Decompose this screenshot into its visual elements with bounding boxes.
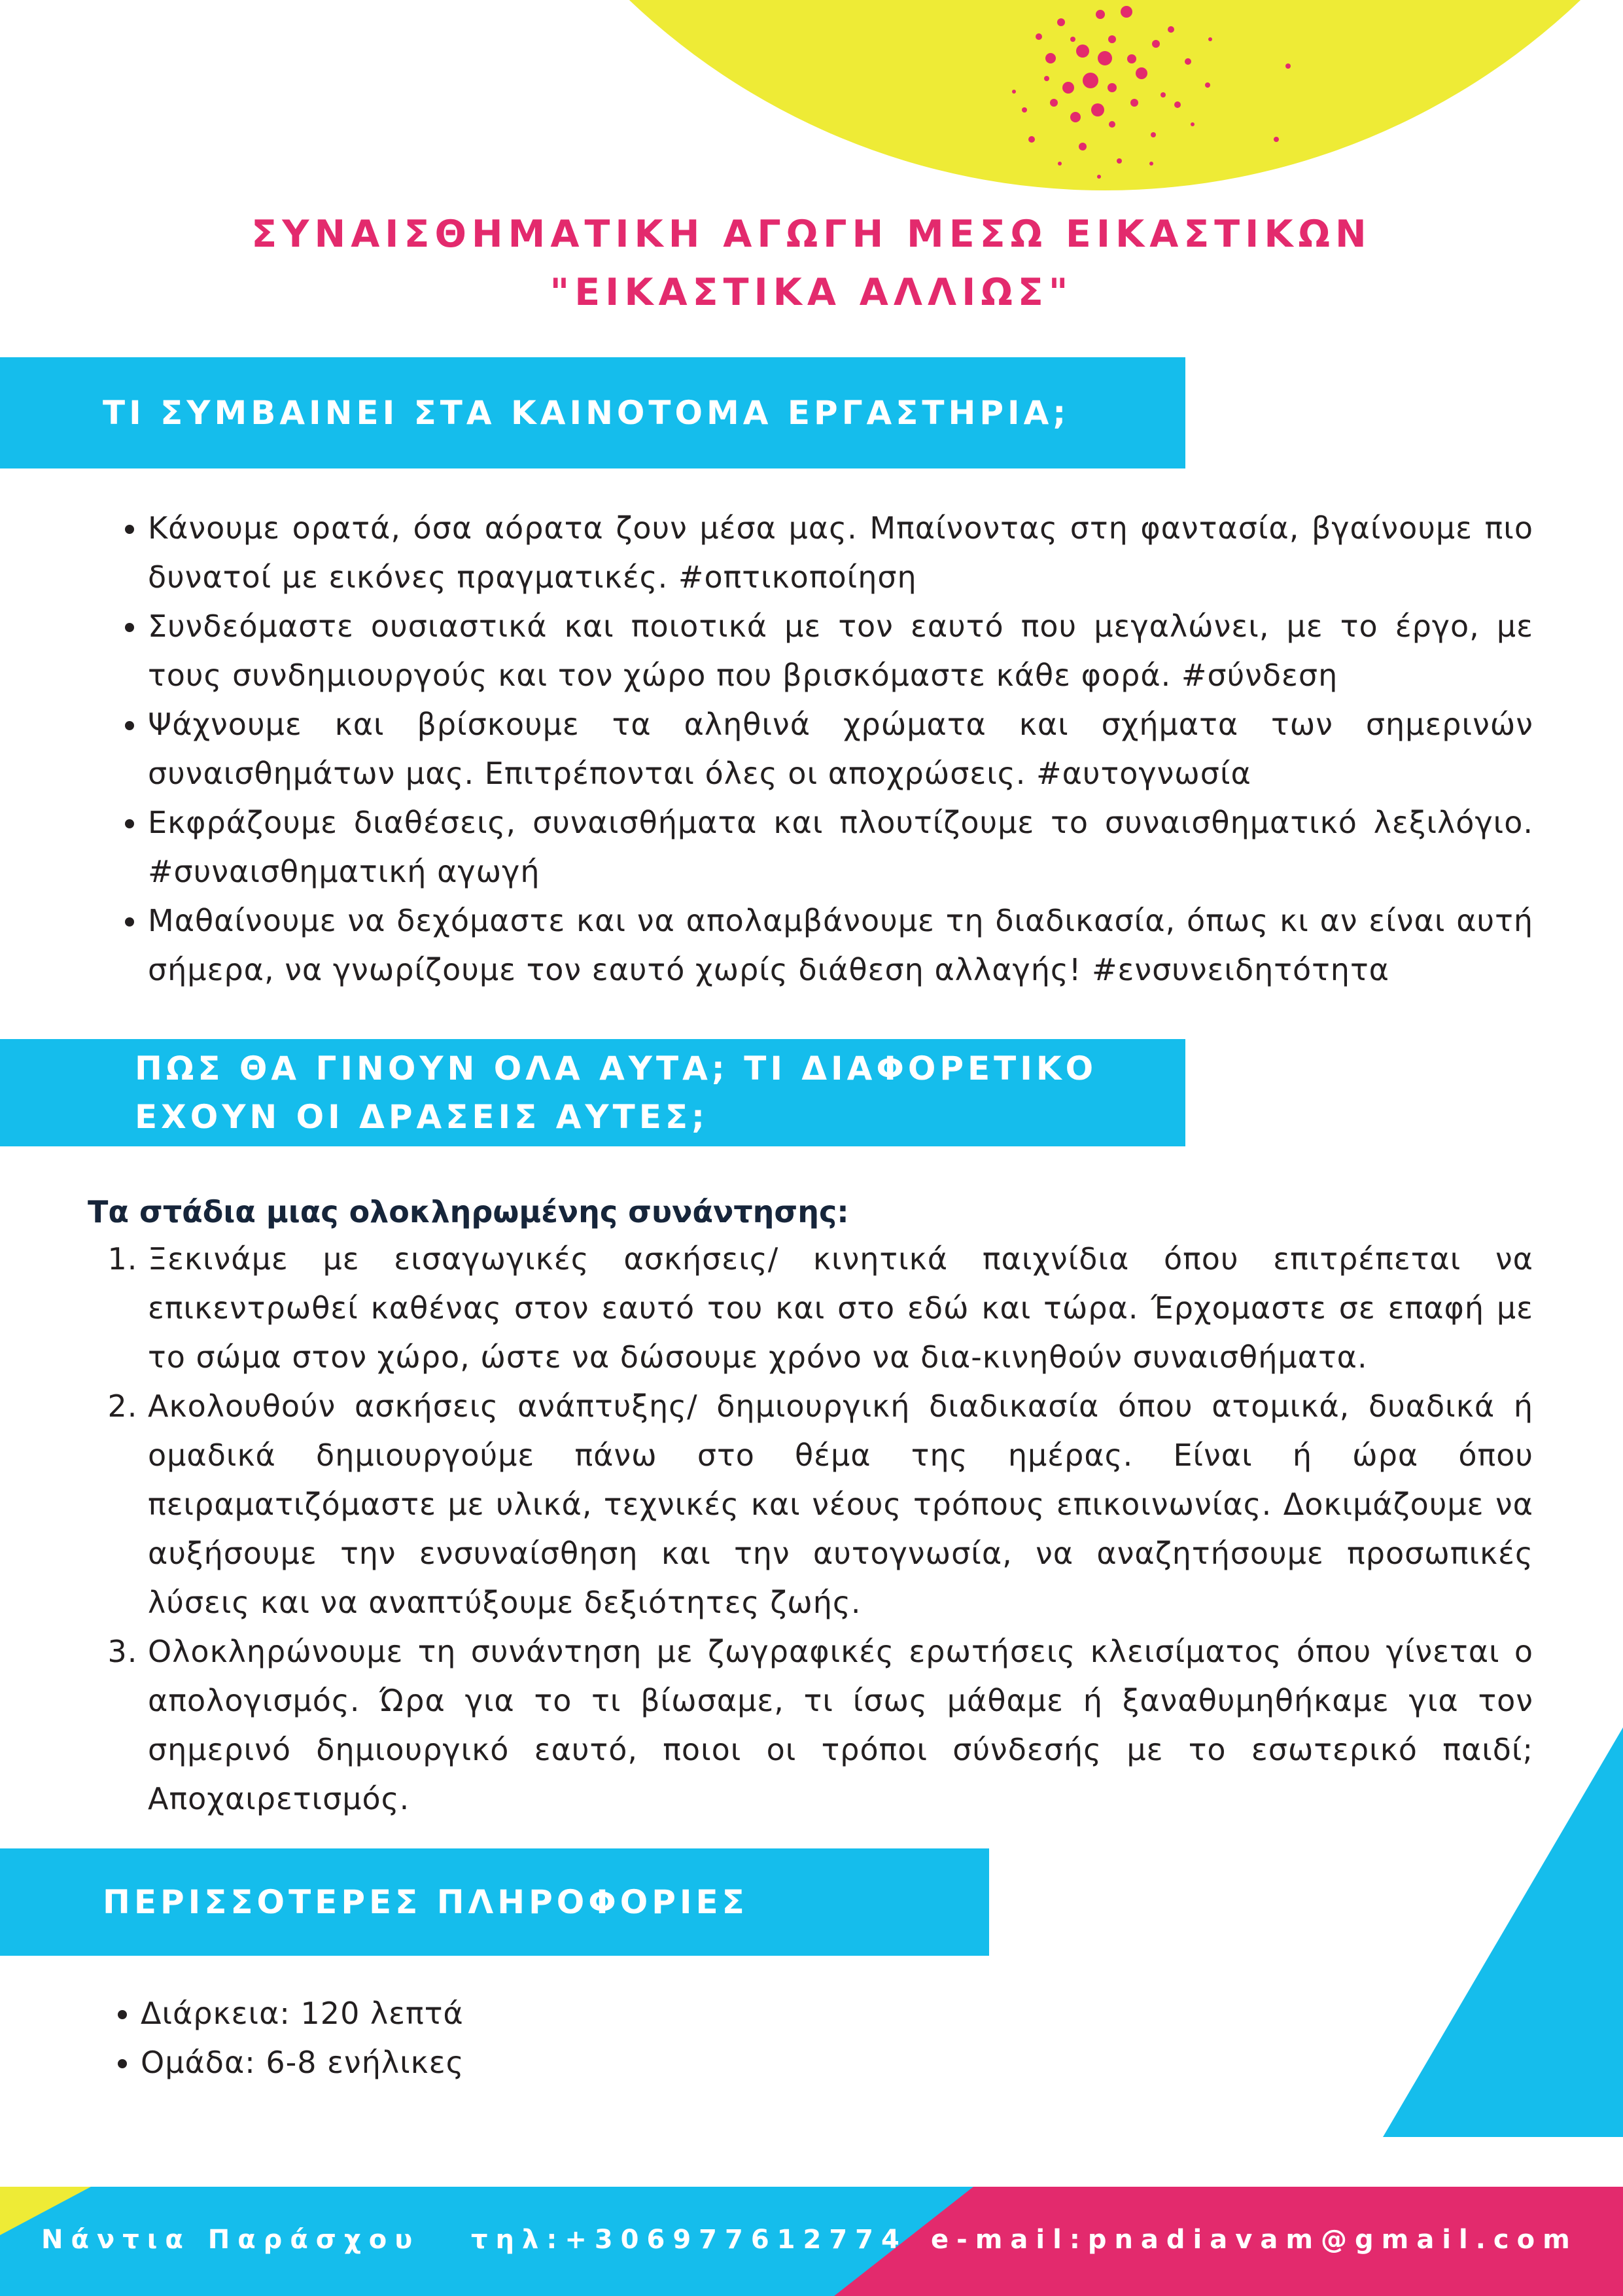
list-item: 3. Ολοκληρώνουμε τη συνάντηση με ζωγραφικές ερωτήσεις κλεισίματος όπου γίνεται ο απολογισμός. Ώρα για το τι βίωσαμε, τι ίσως μάθαμε ή ξαναθυμηθήκαμε για τον σημερινό δημιουργικό εαυτό, ποιοι οι τρόποι σύνδεσής με το εσωτερικό παιδί; Αποχαιρετισμός.: [148, 1627, 1533, 1824]
section-banner-method: [0, 1039, 1185, 1146]
section-heading-line-2: ΕΧΟΥΝ ΟΙ ΔΡΑΣΕΙΣ ΑΥΤΕΣ;: [135, 1098, 709, 1136]
section-banner-info: [0, 1848, 989, 1956]
page-title: ΣΥΝΑΙΣΘΗΜΑΤΙΚΗ ΑΓΩΓΗ ΜΕΣΩ ΕΙΚΑΣΤΙΚΩΝ: [251, 213, 1372, 256]
stages-numbered-list: [148, 1235, 1533, 1824]
list-item: • Εκφράζουμε διαθέσεις, συναισθήματα και πλουτίζουμε το συναισθηματικό λεξιλόγιο. #συναισθηματική αγωγή: [148, 798, 1533, 896]
footer-email: e-mail:pnadiavam@gmail.com: [931, 2225, 1578, 2255]
list-item: • Διάρκεια: 120 λεπτά: [141, 1989, 1200, 2038]
list-item: • Ψάχνουμε και βρίσκουμε τα αληθινά χρώματα και σχήματα των σημερινών συναισθημάτων μας. Επιτρέπονται όλες οι αποχρώσεις. #αυτογνωσία: [148, 700, 1533, 798]
section-heading: ΠΕΡΙΣΣΟΤΕΡΕΣ ΠΛΗΡΟΦΟΡΙΕΣ: [103, 1883, 748, 1921]
list-item: 2. Ακολουθούν ασκήσεις ανάπτυξης/ δημιουργική διαδικασία όπου ατομικά, δυαδικά ή ομαδικά δημιουργούμε πάνω στο θέμα της ημέρας. Είναι ή ώρα όπου πειραματιζόμαστε με υλικά, τεχνικές και νέους τρόπους επικοινωνίας. Δοκιμάζουμε να αυξήσουμε την ενσυναίσθηση και την αυτογνωσία, να αναζητήσουμε προσωπικές λύσεις και να αναπτύξουμε δεξιότητες ζωής.: [148, 1382, 1533, 1627]
section-heading: ΤΙ ΣΥΜΒΑΙΝΕΙ ΣΤΑ ΚΑΙΝΟΤΟΜΑ ΕΡΓΑΣΤΗΡΙΑ;: [103, 394, 1070, 432]
info-bullet-list: [141, 1989, 1200, 2087]
section-banner-workshops: [0, 357, 1185, 468]
list-item: • Ομάδα: 6-8 ενήλικες: [141, 2038, 1200, 2087]
stages-list-container: [88, 1235, 1533, 1840]
footer-name: Νάντια Παράσχου: [41, 2225, 421, 2255]
yellow-circle-decoration: [415, 0, 1623, 190]
list-item: • Μαθαίνουμε να δεχόμαστε και να απολαμβάνουμε τη διαδικασία, όπως κι αν είναι αυτή σήμερα, να γνωρίζουμε τον εαυτό χωρίς διάθεση αλλαγής! #ενσυνειδητότητα: [148, 896, 1533, 995]
stages-subheading: Τα στάδια μιας ολοκληρωμένης συνάντησης:: [88, 1194, 849, 1229]
list-item: • Κάνουμε ορατά, όσα αόρατα ζουν μέσα μας. Μπαίνοντας στη φαντασία, βγαίνουμε πιο δυνατοί με εικόνες πραγματικές. #οπτικοποίηση: [148, 504, 1533, 602]
list-item: 1. Ξεκινάμε με εισαγωγικές ασκήσεις/ κινητικά παιχνίδια όπου επιτρέπεται να επικεντρωθεί καθένας στον εαυτό του και στο εδώ και τώρα. Έρχομαστε σε επαφή με το σώμα στον χώρο, ώστε να δώσουμε χρόνο να δια-κινηθούν συναισθήματα.: [148, 1235, 1533, 1382]
info-list-container: [88, 1989, 1200, 2094]
workshops-bullet-list: [148, 504, 1533, 995]
workshops-list-container: [88, 504, 1533, 1027]
page-subtitle: "ΕΙΚΑΣΤΙΚΑ ΑΛΛΙΩΣ": [550, 271, 1073, 314]
footer-phone: τηλ:+306977612774: [471, 2225, 907, 2255]
list-item: • Συνδεόμαστε ουσιαστικά και ποιοτικά με τον εαυτό που μεγαλώνει, με το έργο, με τους συνδημιουργούς και τον χώρο που βρισκόμαστε κάθε φορά. #σύνδεση: [148, 602, 1533, 700]
section-heading-line-1: ΠΩΣ ΘΑ ΓΙΝΟΥΝ ΟΛΑ ΑΥΤΑ; ΤΙ ΔΙΑΦΟΡΕΤΙΚΟ: [135, 1050, 1098, 1087]
